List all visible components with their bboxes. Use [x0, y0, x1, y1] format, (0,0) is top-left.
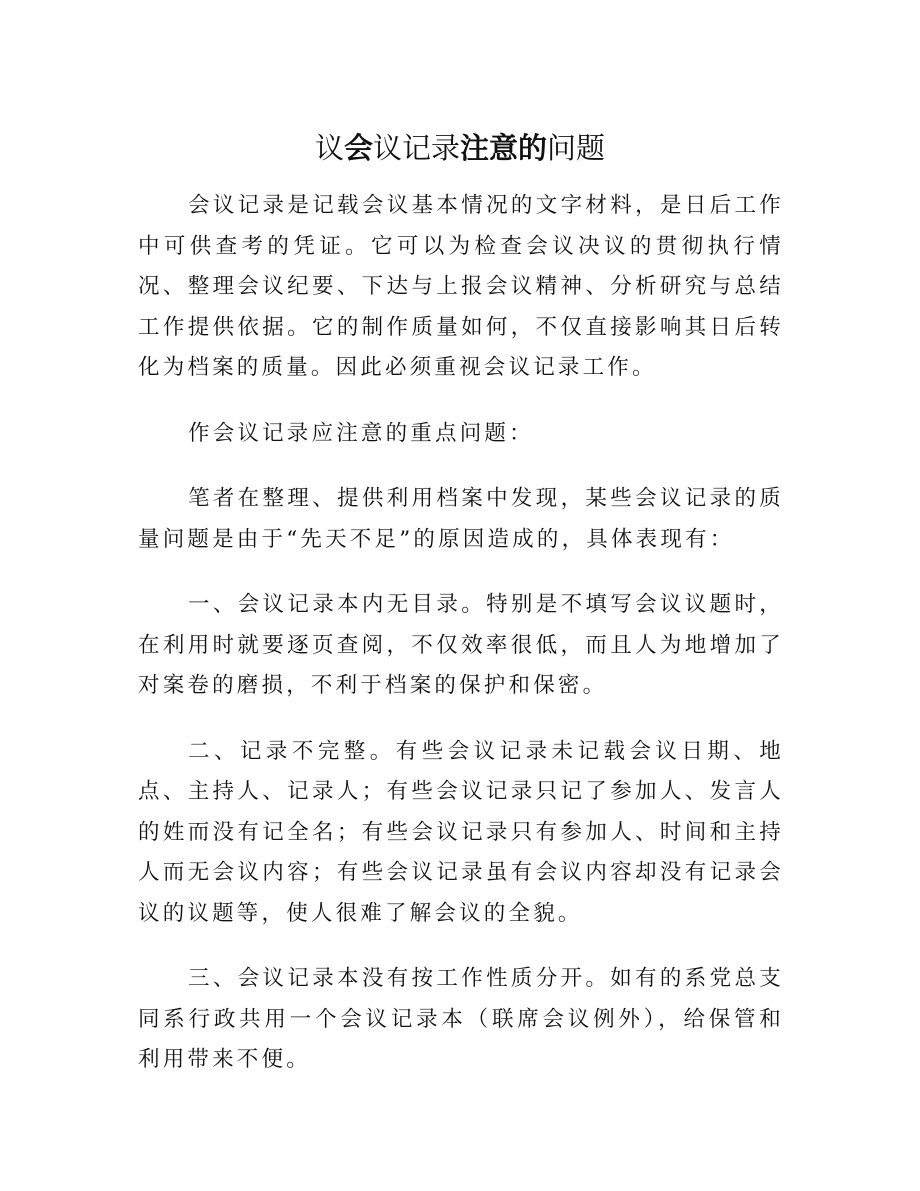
paragraph-key-issues-heading: 作会议记录应注意的重点问题：: [188, 420, 534, 446]
paragraph-issue-3: 三、会议记录本没有按工作性质分开。如有的系党总支同系行政共用一个会议记录本（联席会议例外），给保管和利用带来不便。: [138, 966, 784, 1072]
title-part-4: 注意的: [460, 131, 548, 165]
document-body: [138, 186, 784, 1106]
title-part-3: 议记录: [372, 131, 460, 165]
title-part-2: 会: [343, 131, 373, 165]
paragraph-findings: 笔者在整理、提供利用档案中发现，某些会议记录的质量问题是由于“先天不足”的原因造成的，具体表现有：: [138, 486, 784, 552]
paragraph-issue-1: 一、会议记录本内无目录。特别是不填写会议议题时，在利用时就要逐页查阅，不仅效率很低，而且人为地增加了对案卷的磨损，不利于档案的保护和保密。: [138, 592, 784, 698]
paragraph-issue-2: 二、记录不完整。有些会议记录未记载会议日期、地点、主持人、记录人；有些会议记录只记了参加人、发言人的姓而没有记全名；有些会议记录只有参加人、时间和主持人而无会议内容；有些会议记录虽有会议内容却没有记录会议的议题等，使人很难了解会议的全貌。: [138, 738, 784, 926]
title-part-1: 议: [314, 131, 344, 165]
page-title: [0, 128, 920, 168]
title-part-5: 问题: [547, 131, 606, 165]
paragraph-intro: 会议记录是记载会议基本情况的文字材料，是日后工作中可供查考的凭证。它可以为检查会议决议的贯彻执行情况、整理会议纪要、下达与上报会议精神、分析研究与总结工作提供依据。它的制作质量如何，不仅直接影响其日后转化为档案的质量。因此必须重视会议记录工作。: [138, 193, 784, 380]
